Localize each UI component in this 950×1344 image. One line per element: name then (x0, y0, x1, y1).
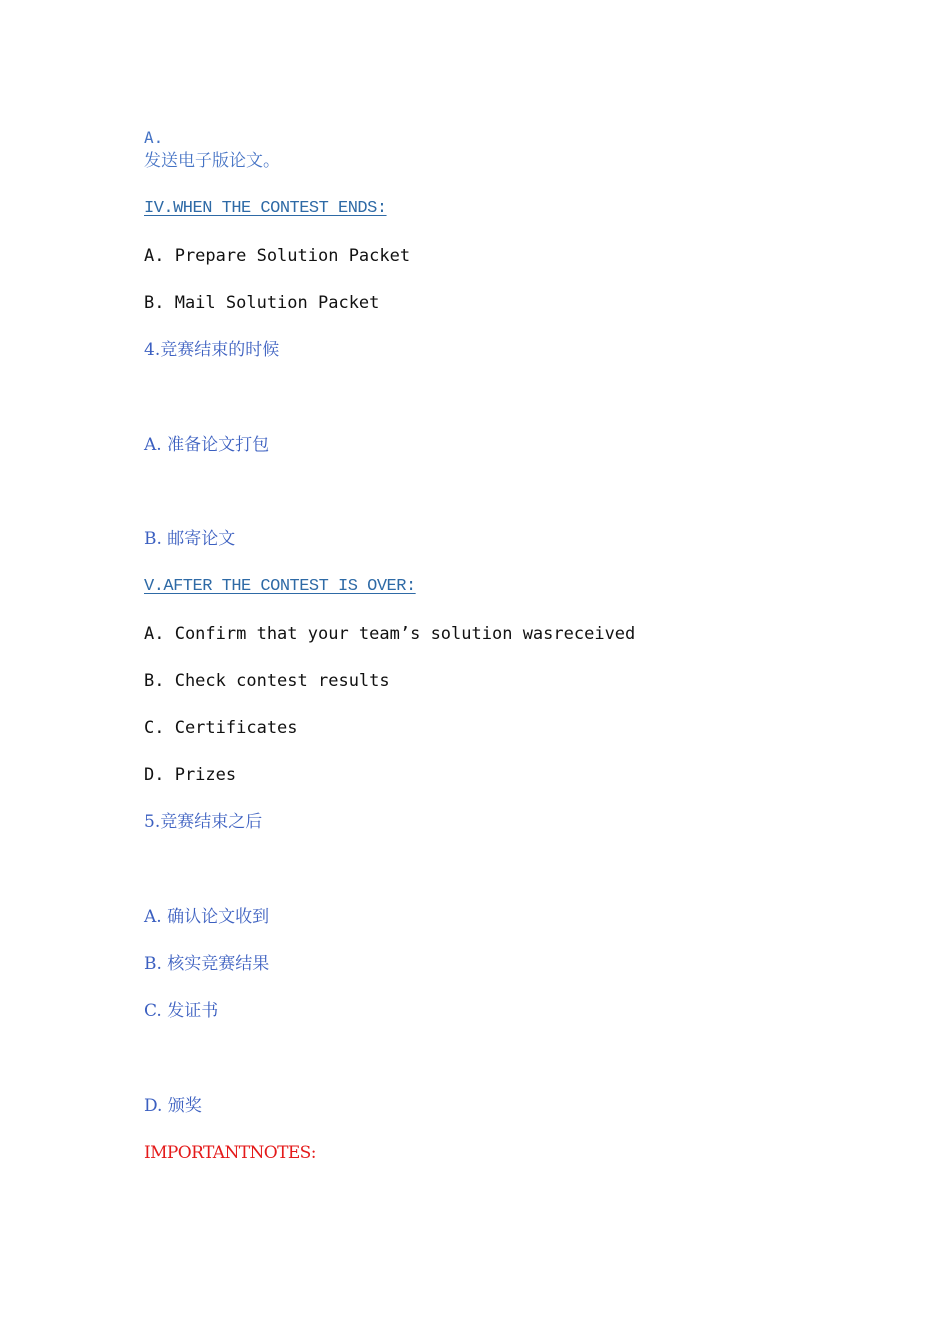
section5-heading: V.AFTER THE CONTEST IS OVER: (144, 577, 416, 596)
important-notes-heading: IMPORTANTNOTES: (144, 1143, 316, 1163)
section5-translation-heading: 5.竞赛结束之后 (144, 812, 263, 832)
section3-item-a-label: A. (144, 128, 164, 147)
section5-translation-item-a: A. 确认论文收到 (144, 907, 270, 927)
section5-item-a: A. Confirm that your team’s solution wasreceived (144, 624, 636, 644)
section4-item-a: A. Prepare Solution Packet (144, 246, 411, 266)
section3-item-a-text: 发送电子版论文。 (144, 151, 280, 171)
section4-item-b: B. Mail Solution Packet (144, 293, 380, 313)
section4-translation-item-a: A. 准备论文打包 (144, 435, 270, 455)
section5-translation-item-c: C. 发证书 (144, 1001, 219, 1021)
section4-heading: IV.WHEN THE CONTEST ENDS: (144, 199, 387, 218)
section4-translation-item-b: B. 邮寄论文 (144, 529, 236, 549)
section5-translation-item-d: D. 颁奖 (144, 1096, 202, 1116)
section5-item-d: D. Prizes (144, 765, 237, 785)
section5-translation-item-b: B. 核实竞赛结果 (144, 954, 270, 974)
section4-translation-heading: 4.竞赛结束的时候 (144, 340, 280, 360)
section5-item-b: B. Check contest results (144, 671, 390, 691)
section5-item-c: C. Certificates (144, 718, 298, 738)
